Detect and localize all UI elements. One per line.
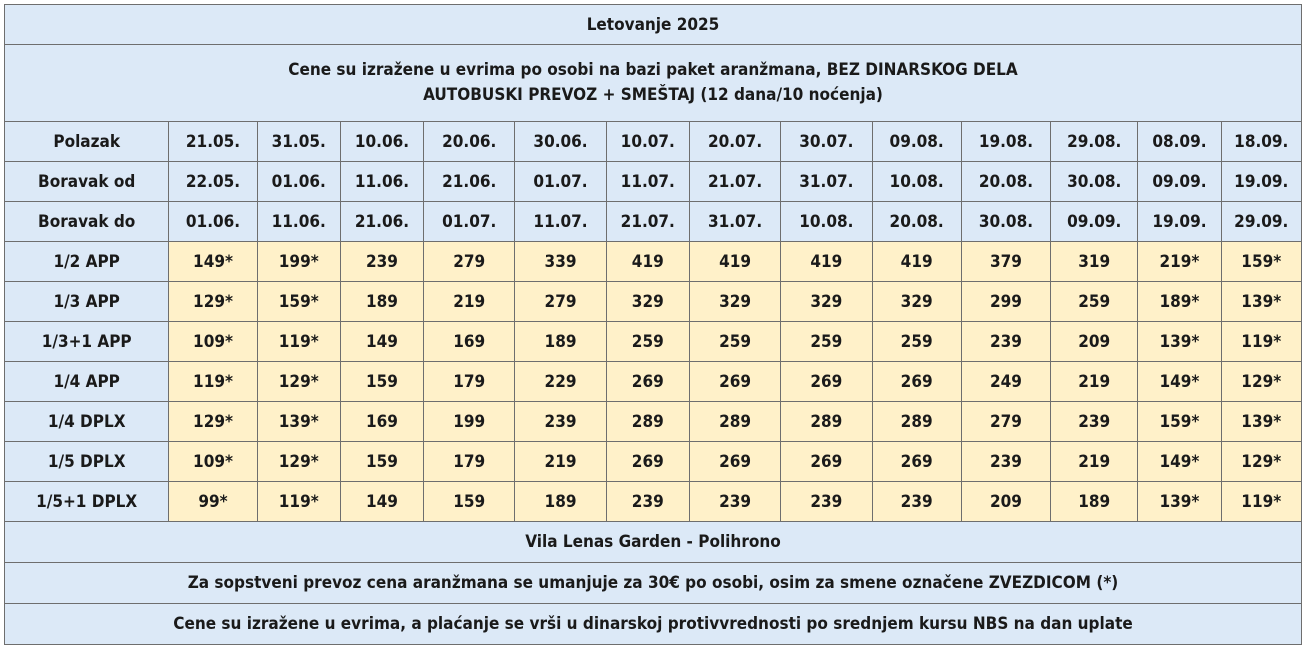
price-list-container [4, 4, 1302, 645]
date-cell: 30.08. [1051, 162, 1138, 202]
price-row [5, 322, 1302, 362]
price-cell: 329 [689, 282, 780, 322]
price-cell: 289 [606, 402, 689, 442]
price-row [5, 282, 1302, 322]
price-cell: 129* [1221, 442, 1301, 482]
price-row [5, 442, 1302, 482]
price-cell: 119* [257, 322, 340, 362]
price-cell: 239 [961, 322, 1050, 362]
date-cell: 21.06. [340, 202, 423, 242]
price-cell: 259 [872, 322, 961, 362]
price-cell: 269 [781, 442, 872, 482]
price-cell: 199* [257, 242, 340, 282]
price-cell: 329 [781, 282, 872, 322]
subtitle-line-2: AUTOBUSKI PREVOZ + SMEŠTAJ (12 dana/10 noćenja) [423, 85, 883, 105]
row-label: Boravak od [5, 162, 169, 202]
price-cell: 139* [257, 402, 340, 442]
payment-note-row [5, 604, 1302, 645]
date-cell: 31.05. [257, 122, 340, 162]
price-cell: 279 [515, 282, 606, 322]
price-cell: 219 [515, 442, 606, 482]
price-cell: 419 [781, 242, 872, 282]
price-cell: 169 [340, 402, 423, 442]
date-cell: 09.09. [1051, 202, 1138, 242]
price-cell: 179 [424, 362, 515, 402]
price-cell: 259 [689, 322, 780, 362]
price-cell: 379 [961, 242, 1050, 282]
date-cell: 01.06. [169, 202, 257, 242]
price-cell: 159 [340, 362, 423, 402]
price-cell: 129* [257, 442, 340, 482]
price-cell: 299 [961, 282, 1050, 322]
price-cell: 219 [424, 282, 515, 322]
date-cell: 01.06. [257, 162, 340, 202]
date-cell: 19.09. [1221, 162, 1301, 202]
row-label: 1/4 APP [5, 362, 169, 402]
date-cell: 29.09. [1221, 202, 1301, 242]
date-cell: 18.09. [1221, 122, 1301, 162]
price-cell: 139* [1221, 402, 1301, 442]
price-cell: 319 [1051, 242, 1138, 282]
date-cell: 21.05. [169, 122, 257, 162]
row-label: 1/3 APP [5, 282, 169, 322]
date-cell: 22.05. [169, 162, 257, 202]
date-cell: 20.08. [872, 202, 961, 242]
price-cell: 289 [689, 402, 780, 442]
date-cell: 08.09. [1138, 122, 1221, 162]
price-cell: 269 [606, 362, 689, 402]
price-cell: 259 [606, 322, 689, 362]
price-cell: 239 [1051, 402, 1138, 442]
date-cell: 19.08. [961, 122, 1050, 162]
date-cell: 09.09. [1138, 162, 1221, 202]
date-cell: 01.07. [424, 202, 515, 242]
date-cell: 21.07. [689, 162, 780, 202]
row-label: Boravak do [5, 202, 169, 242]
price-cell: 339 [515, 242, 606, 282]
price-cell: 269 [872, 442, 961, 482]
price-cell: 269 [872, 362, 961, 402]
date-cell: 30.08. [961, 202, 1050, 242]
price-cell: 269 [689, 362, 780, 402]
price-row [5, 482, 1302, 522]
date-cell: 31.07. [689, 202, 780, 242]
transport-note-row [5, 563, 1302, 604]
price-cell: 289 [781, 402, 872, 442]
price-cell: 159* [1221, 242, 1301, 282]
row-label: 1/2 APP [5, 242, 169, 282]
price-cell: 189 [515, 322, 606, 362]
price-cell: 189 [515, 482, 606, 522]
row-label: 1/5+1 DPLX [5, 482, 169, 522]
price-cell: 109* [169, 322, 257, 362]
price-cell: 119* [169, 362, 257, 402]
date-cell: 20.06. [424, 122, 515, 162]
price-row [5, 242, 1302, 282]
price-cell: 139* [1138, 322, 1221, 362]
price-cell: 189* [1138, 282, 1221, 322]
price-cell: 419 [872, 242, 961, 282]
date-cell: 19.09. [1138, 202, 1221, 242]
price-cell: 239 [340, 242, 423, 282]
price-cell: 189 [1051, 482, 1138, 522]
price-table [4, 4, 1302, 645]
price-cell: 329 [872, 282, 961, 322]
price-cell: 169 [424, 322, 515, 362]
date-cell: 11.06. [257, 202, 340, 242]
price-cell: 269 [606, 442, 689, 482]
price-cell: 239 [606, 482, 689, 522]
date-cell: 11.07. [515, 202, 606, 242]
price-cell: 139* [1221, 282, 1301, 322]
price-cell: 109* [169, 442, 257, 482]
price-cell: 239 [515, 402, 606, 442]
price-cell: 159* [1138, 402, 1221, 442]
price-cell: 139* [1138, 482, 1221, 522]
price-cell: 239 [961, 442, 1050, 482]
date-cell: 10.08. [781, 202, 872, 242]
price-cell: 329 [606, 282, 689, 322]
price-cell: 179 [424, 442, 515, 482]
row-label: 1/4 DPLX [5, 402, 169, 442]
price-cell: 219 [1051, 362, 1138, 402]
price-cell: 119* [1221, 482, 1301, 522]
price-cell: 119* [1221, 322, 1301, 362]
subtitle-line-1: Cene su izražene u evrima po osobi na bazi paket aranžmana, BEZ DINARSKOG DELA [288, 60, 1018, 80]
date-cell: 09.08. [872, 122, 961, 162]
date-cell: 20.07. [689, 122, 780, 162]
price-cell: 129* [169, 402, 257, 442]
price-cell: 149* [1138, 362, 1221, 402]
date-row [5, 122, 1302, 162]
date-cell: 29.08. [1051, 122, 1138, 162]
table-subtitle [5, 45, 1302, 122]
price-cell: 289 [872, 402, 961, 442]
villa-name-row [5, 522, 1302, 563]
date-cell: 11.06. [340, 162, 423, 202]
subtitle-row [5, 45, 1302, 122]
price-cell: 419 [606, 242, 689, 282]
transport-note: Za sopstveni prevoz cena aranžmana se umanjuje za 30€ po osobi, osim za smene označene ZVEZDICOM (*) [5, 563, 1302, 604]
date-cell: 11.07. [606, 162, 689, 202]
price-cell: 159* [257, 282, 340, 322]
price-cell: 279 [961, 402, 1050, 442]
price-cell: 189 [340, 282, 423, 322]
price-cell: 129* [257, 362, 340, 402]
date-cell: 21.07. [606, 202, 689, 242]
price-cell: 199 [424, 402, 515, 442]
price-cell: 159 [424, 482, 515, 522]
price-cell: 219* [1138, 242, 1221, 282]
date-cell: 10.08. [872, 162, 961, 202]
date-cell: 01.07. [515, 162, 606, 202]
price-cell: 149* [169, 242, 257, 282]
date-row [5, 162, 1302, 202]
price-cell: 129* [1221, 362, 1301, 402]
price-cell: 239 [689, 482, 780, 522]
price-cell: 129* [169, 282, 257, 322]
date-cell: 31.07. [781, 162, 872, 202]
row-label: 1/5 DPLX [5, 442, 169, 482]
date-cell: 30.06. [515, 122, 606, 162]
date-cell: 10.06. [340, 122, 423, 162]
payment-note: Cene su izražene u evrima, a plaćanje se vrši u dinarskoj protivvrednosti po srednjem kursu NBS na dan uplate [5, 604, 1302, 645]
price-cell: 419 [689, 242, 780, 282]
price-cell: 209 [961, 482, 1050, 522]
price-cell: 269 [781, 362, 872, 402]
price-cell: 239 [872, 482, 961, 522]
row-label: Polazak [5, 122, 169, 162]
price-cell: 219 [1051, 442, 1138, 482]
price-cell: 259 [1051, 282, 1138, 322]
villa-name: Vila Lenas Garden - Polihrono [5, 522, 1302, 563]
price-cell: 239 [781, 482, 872, 522]
price-cell: 249 [961, 362, 1050, 402]
date-cell: 20.08. [961, 162, 1050, 202]
price-cell: 149 [340, 322, 423, 362]
price-cell: 99* [169, 482, 257, 522]
price-cell: 149 [340, 482, 423, 522]
price-row [5, 402, 1302, 442]
price-row [5, 362, 1302, 402]
price-cell: 159 [340, 442, 423, 482]
price-cell: 209 [1051, 322, 1138, 362]
table-title: Letovanje 2025 [5, 5, 1302, 45]
date-row [5, 202, 1302, 242]
price-cell: 229 [515, 362, 606, 402]
price-cell: 279 [424, 242, 515, 282]
price-cell: 119* [257, 482, 340, 522]
date-cell: 30.07. [781, 122, 872, 162]
title-row [5, 5, 1302, 45]
date-cell: 10.07. [606, 122, 689, 162]
price-cell: 259 [781, 322, 872, 362]
date-cell: 21.06. [424, 162, 515, 202]
row-label: 1/3+1 APP [5, 322, 169, 362]
price-cell: 149* [1138, 442, 1221, 482]
price-cell: 269 [689, 442, 780, 482]
